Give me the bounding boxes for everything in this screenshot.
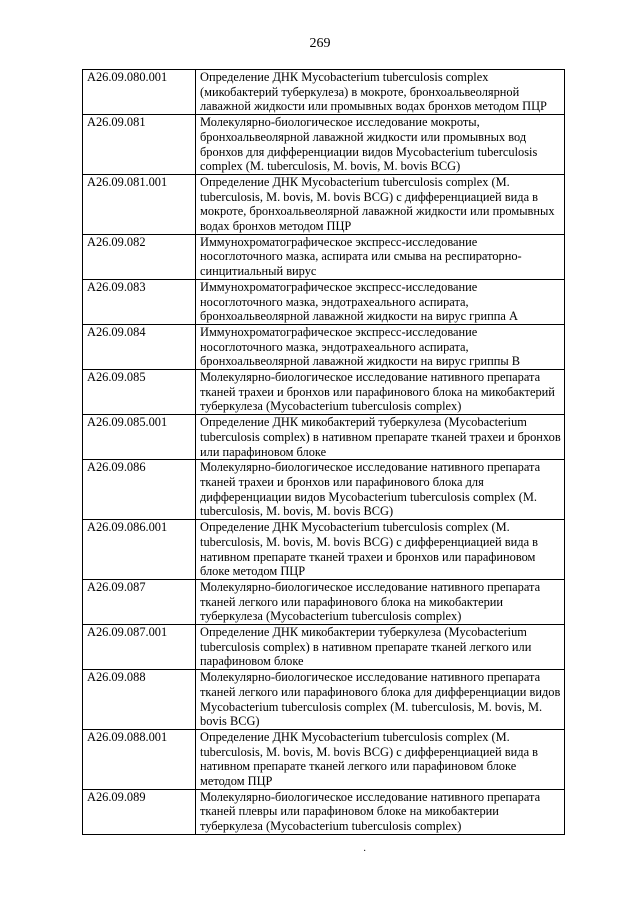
table-row [83,370,565,415]
service-description: Молекулярно-биологическое исследование нативного препарата тканей плевры или парафиновом блоке на микобактерии туберкулеза (Mycobacterium tuberculosis complex) [196,789,565,834]
service-description: Определение ДНК Mycobacterium tuberculosis complex (M. tuberculosis, M. bovis, M. bovis BCG) с дифференциацией вида в мокроте, бронхоальвеолярной лаважной жидкости или промывных водах бронхов методом ПЦР [196,174,565,234]
service-code: A26.09.086.001 [83,520,196,580]
service-code: A26.09.084 [83,324,196,369]
services-table [82,69,565,835]
service-code: A26.09.089 [83,789,196,834]
service-description: Иммунохроматографическое экспресс-исследование носоглоточного мазка, эндотрахеального аспирата, бронхоальвеолярной лаважной жидкости на вирус гриппа A [196,279,565,324]
service-description: Иммунохроматографическое экспресс-исследование носоглоточного мазка, аспирата или смыва на респираторно-синцитиальный вирус [196,234,565,279]
page-number: 269 [309,36,331,51]
service-description: Иммунохроматографическое экспресс-исследование носоглоточного мазка, эндотрахеального аспирата, бронхоальвеолярной лаважной жидкости на вирус гриппы B [196,324,565,369]
service-description: Определение ДНК микобактерии туберкулеза (Mycobacterium tuberculosis complex) в нативном препарате тканей легкого или парафиновом блоке [196,625,565,670]
service-description: Молекулярно-биологическое исследование нативного препарата тканей легкого или парафинового блока на микобактерии туберкулеза (Mycobacterium tuberculosis complex) [196,579,565,624]
service-description: Молекулярно-биологическое исследование нативного препарата тканей трахеи и бронхов или парафинового блока для дифференциации видов Mycobacterium tuberculosis complex (M. tuberculosis, M. bovis, M. bovis BCG) [196,460,565,520]
service-code: A26.09.086 [83,460,196,520]
service-description: Молекулярно-биологическое исследование нативного препарата тканей легкого или парафинового блока для дифференциации видов Mycobacterium tuberculosis complex (M. tuberculosis, M. bovis, M. bovis BCG) [196,670,565,730]
service-code: A26.09.081.001 [83,174,196,234]
service-description: Молекулярно-биологическое исследование мокроты, бронхоальвеолярной лаважной жидкости или промывных вод бронхов для дифференциации видов Mycobacterium tuberculosis complex (M. tuberculosis, M. bovis, M. bovis BCG) [196,115,565,175]
service-description: Определение ДНК Mycobacterium tuberculosis complex (M. tuberculosis, M. bovis, M. bovis BCG) с дифференциацией вида в нативном препарате тканей трахеи и бронхов или парафиновом блоке методом ПЦР [196,520,565,580]
table-row [83,729,565,789]
table-row [83,234,565,279]
table-row [83,670,565,730]
service-description: Определение ДНК Mycobacterium tuberculosis complex (микобактерий туберкулеза) в мокроте, бронхоальвеолярной лаважной жидкости или промывных водах бронхов методом ПЦР [196,70,565,115]
table-row [83,789,565,834]
service-code: A26.09.088 [83,670,196,730]
service-code: A26.09.085.001 [83,415,196,460]
service-code: A26.09.088.001 [83,729,196,789]
table-row [83,520,565,580]
table-row [83,625,565,670]
table-row [83,279,565,324]
table-row [83,174,565,234]
service-code: A26.09.080.001 [83,70,196,115]
scan-speck: · [363,846,367,857]
service-code: A26.09.085 [83,370,196,415]
service-description: Определение ДНК Mycobacterium tuberculosis complex (M. tuberculosis, M. bovis, M. bovis BCG) с дифференциацией вида в нативном препарате тканей легкого или парафиновом блоке методом ПЦР [196,729,565,789]
service-code: A26.09.082 [83,234,196,279]
service-code: A26.09.087.001 [83,625,196,670]
table-row [83,415,565,460]
table-row [83,579,565,624]
services-table-body [83,70,565,835]
service-code: A26.09.081 [83,115,196,175]
table-row [83,460,565,520]
service-description: Молекулярно-биологическое исследование нативного препарата тканей трахеи и бронхов или парафинового блока на микобактерий туберкулеза (Mycobacterium tuberculosis complex) [196,370,565,415]
table-row [83,324,565,369]
service-code: A26.09.083 [83,279,196,324]
table-row [83,115,565,175]
service-description: Определение ДНК микобактерий туберкулеза (Mycobacterium tuberculosis complex) в нативном препарате тканей трахеи и бронхов или парафиновом блоке [196,415,565,460]
table-row [83,70,565,115]
service-code: A26.09.087 [83,579,196,624]
